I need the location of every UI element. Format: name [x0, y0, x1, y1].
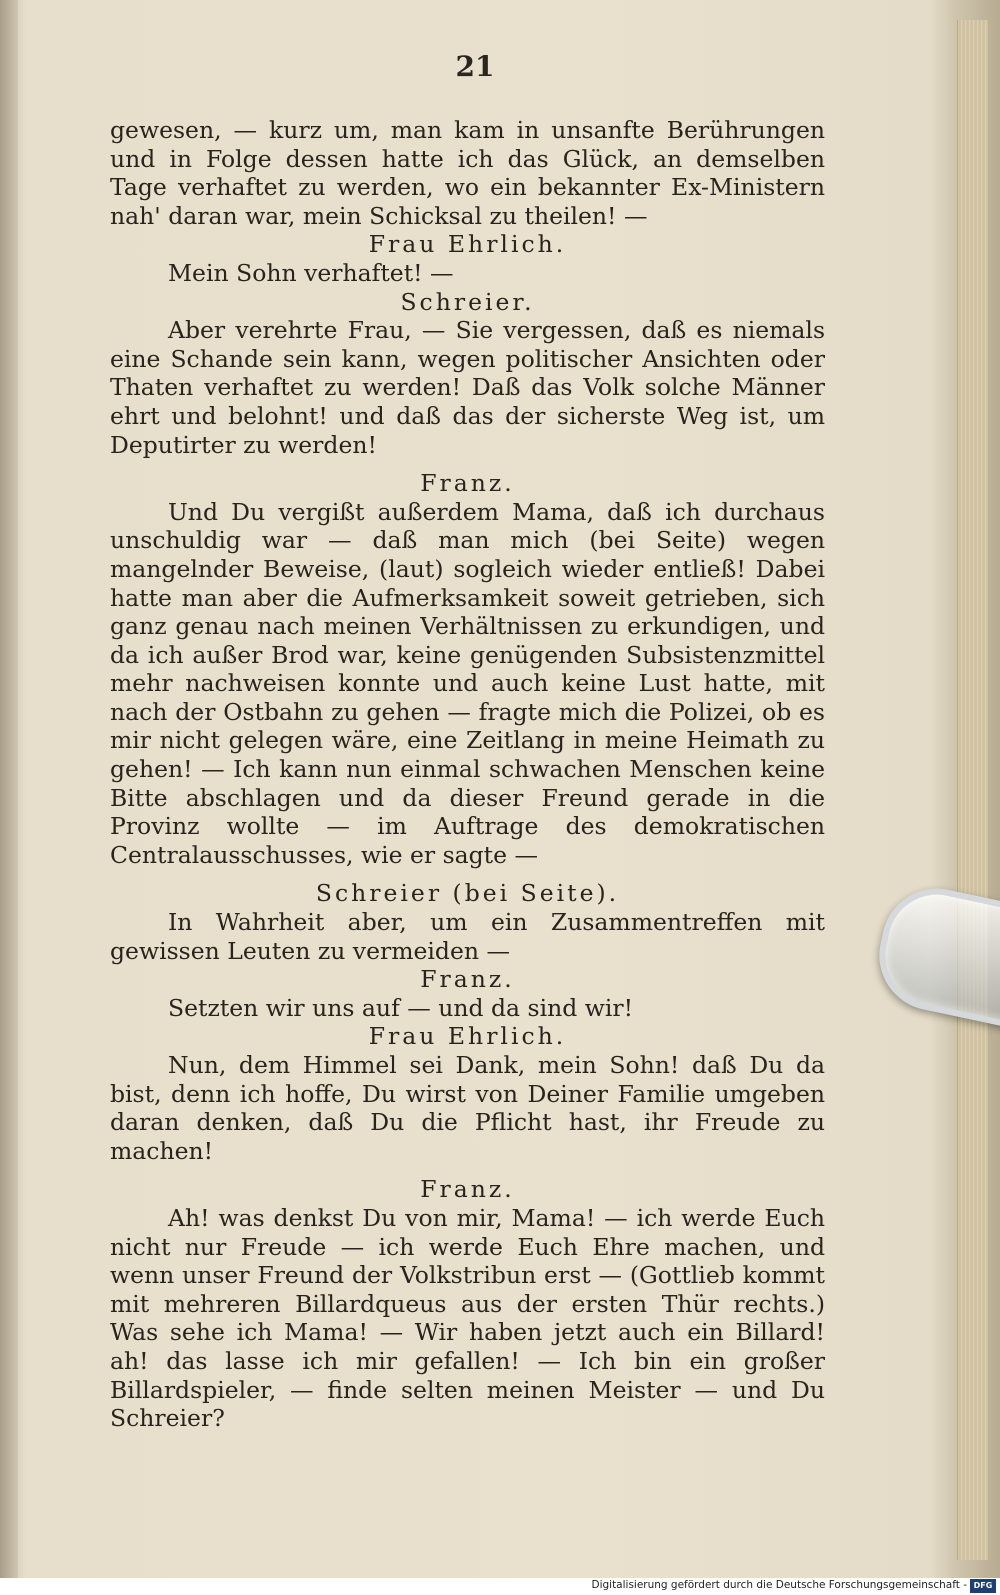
paragraph-gap [110, 1165, 825, 1175]
left-page-edge [0, 0, 18, 1595]
speaker-heading: Franz. [420, 469, 515, 498]
page-clip [869, 878, 1000, 1033]
dialogue-paragraph: Und Du vergißt außerdem Mama, daß ich durchaus unschuldig war — daß man mich (bei Seite) wegen mangelnder Beweise, (laut) sogleich wieder entließ! Dabei hatte man aber die Aufmerksamkeit soweit getrieben, sich ganz genau nach meinen Verhältnissen zu erkundigen, und da ich außer Brod war, keine genügenden Subsistenzmittel mehr nachweisen konnte und auch keine Lust hatte, mit nach der Ostbahn zu gehen — fragte mich die Polizei, ob es mir nicht gelegen wäre, eine Zeitlang in meine Heimath zu gehen! — Ich kann nun einmal schwachen Menschen keine Bitte abschlagen und da dieser Freund gerade in die Provinz wollte — im Auftrage des demokratischen Centralausschusses, wie er sagte — [110, 497, 825, 869]
speaker-heading: Franz. [420, 1175, 515, 1204]
speaker-heading: Schreier. [400, 287, 535, 316]
dialogue-paragraph: Ah! was denkst Du von mir, Mama! — ich werde Euch nicht nur Freude — ich werde Euch Ehre machen, und wenn unser Freund der Volkstribun erst — (Gottlieb kommt mit mehreren Billardqueus aus der ersten Thür rechts.) Was sehe ich Mama! — Wir haben jetzt auch ein Billard! ah! das lasse ich mir gefallen! — Ich bin ein großer Billardspieler, — finde selten meinen Meister — und Du Schreier? [110, 1203, 825, 1433]
speaker-heading: Schreier (bei Seite). [315, 879, 620, 908]
dialogue-paragraph: Setzten wir uns auf — und da sind wir! [168, 993, 634, 1022]
dfg-logo: DFG [970, 1579, 996, 1593]
dialogue-paragraph: Aber verehrte Frau, — Sie vergessen, daß es niemals eine Schande sein kann, wegen politischer Ansichten oder Thaten verhaftet zu werden! Daß das Volk solche Männer ehrt und belohnt! und daß das der sicherste Weg ist, um Deputirter zu werden! [110, 316, 825, 459]
speaker-heading: Franz. [420, 965, 515, 994]
dialogue-paragraph: Mein Sohn verhaftet! — [168, 258, 454, 287]
paragraph-gap [110, 459, 825, 469]
dialogue-paragraph: Nun, dem Himmel sei Dank, mein Sohn! daß Du da bist, denn ich hoffe, Du wirst von Deiner Familie umgeben daran denken, daß Du die Pflicht hast, ihr Freude zu machen! [110, 1051, 825, 1165]
speaker-heading: Frau Ehrlich. [368, 230, 567, 259]
dialogue-paragraph: gewesen, — kurz um, man kam in unsanfte Berührungen und in Folge dessen hatte ich das Glück, an demselben Tage verhaftet zu werden, wo ein bekannter Ex-Ministern nah' daran war, mein Schicksal zu theilen! — [110, 116, 825, 230]
page-number: 21 [455, 50, 495, 83]
dialogue-paragraph: In Wahrheit aber, um ein Zusammentreffen mit gewissen Leuten zu vermeiden — [110, 908, 825, 965]
right-page-edges [957, 20, 988, 1560]
speaker-heading: Frau Ehrlich. [368, 1022, 567, 1051]
paragraph-gap [110, 869, 825, 879]
body-text [110, 116, 825, 1433]
digitization-credit: Digitalisierung gefördert durch die Deutsche Forschungsgemeinschaft - [591, 1579, 967, 1591]
